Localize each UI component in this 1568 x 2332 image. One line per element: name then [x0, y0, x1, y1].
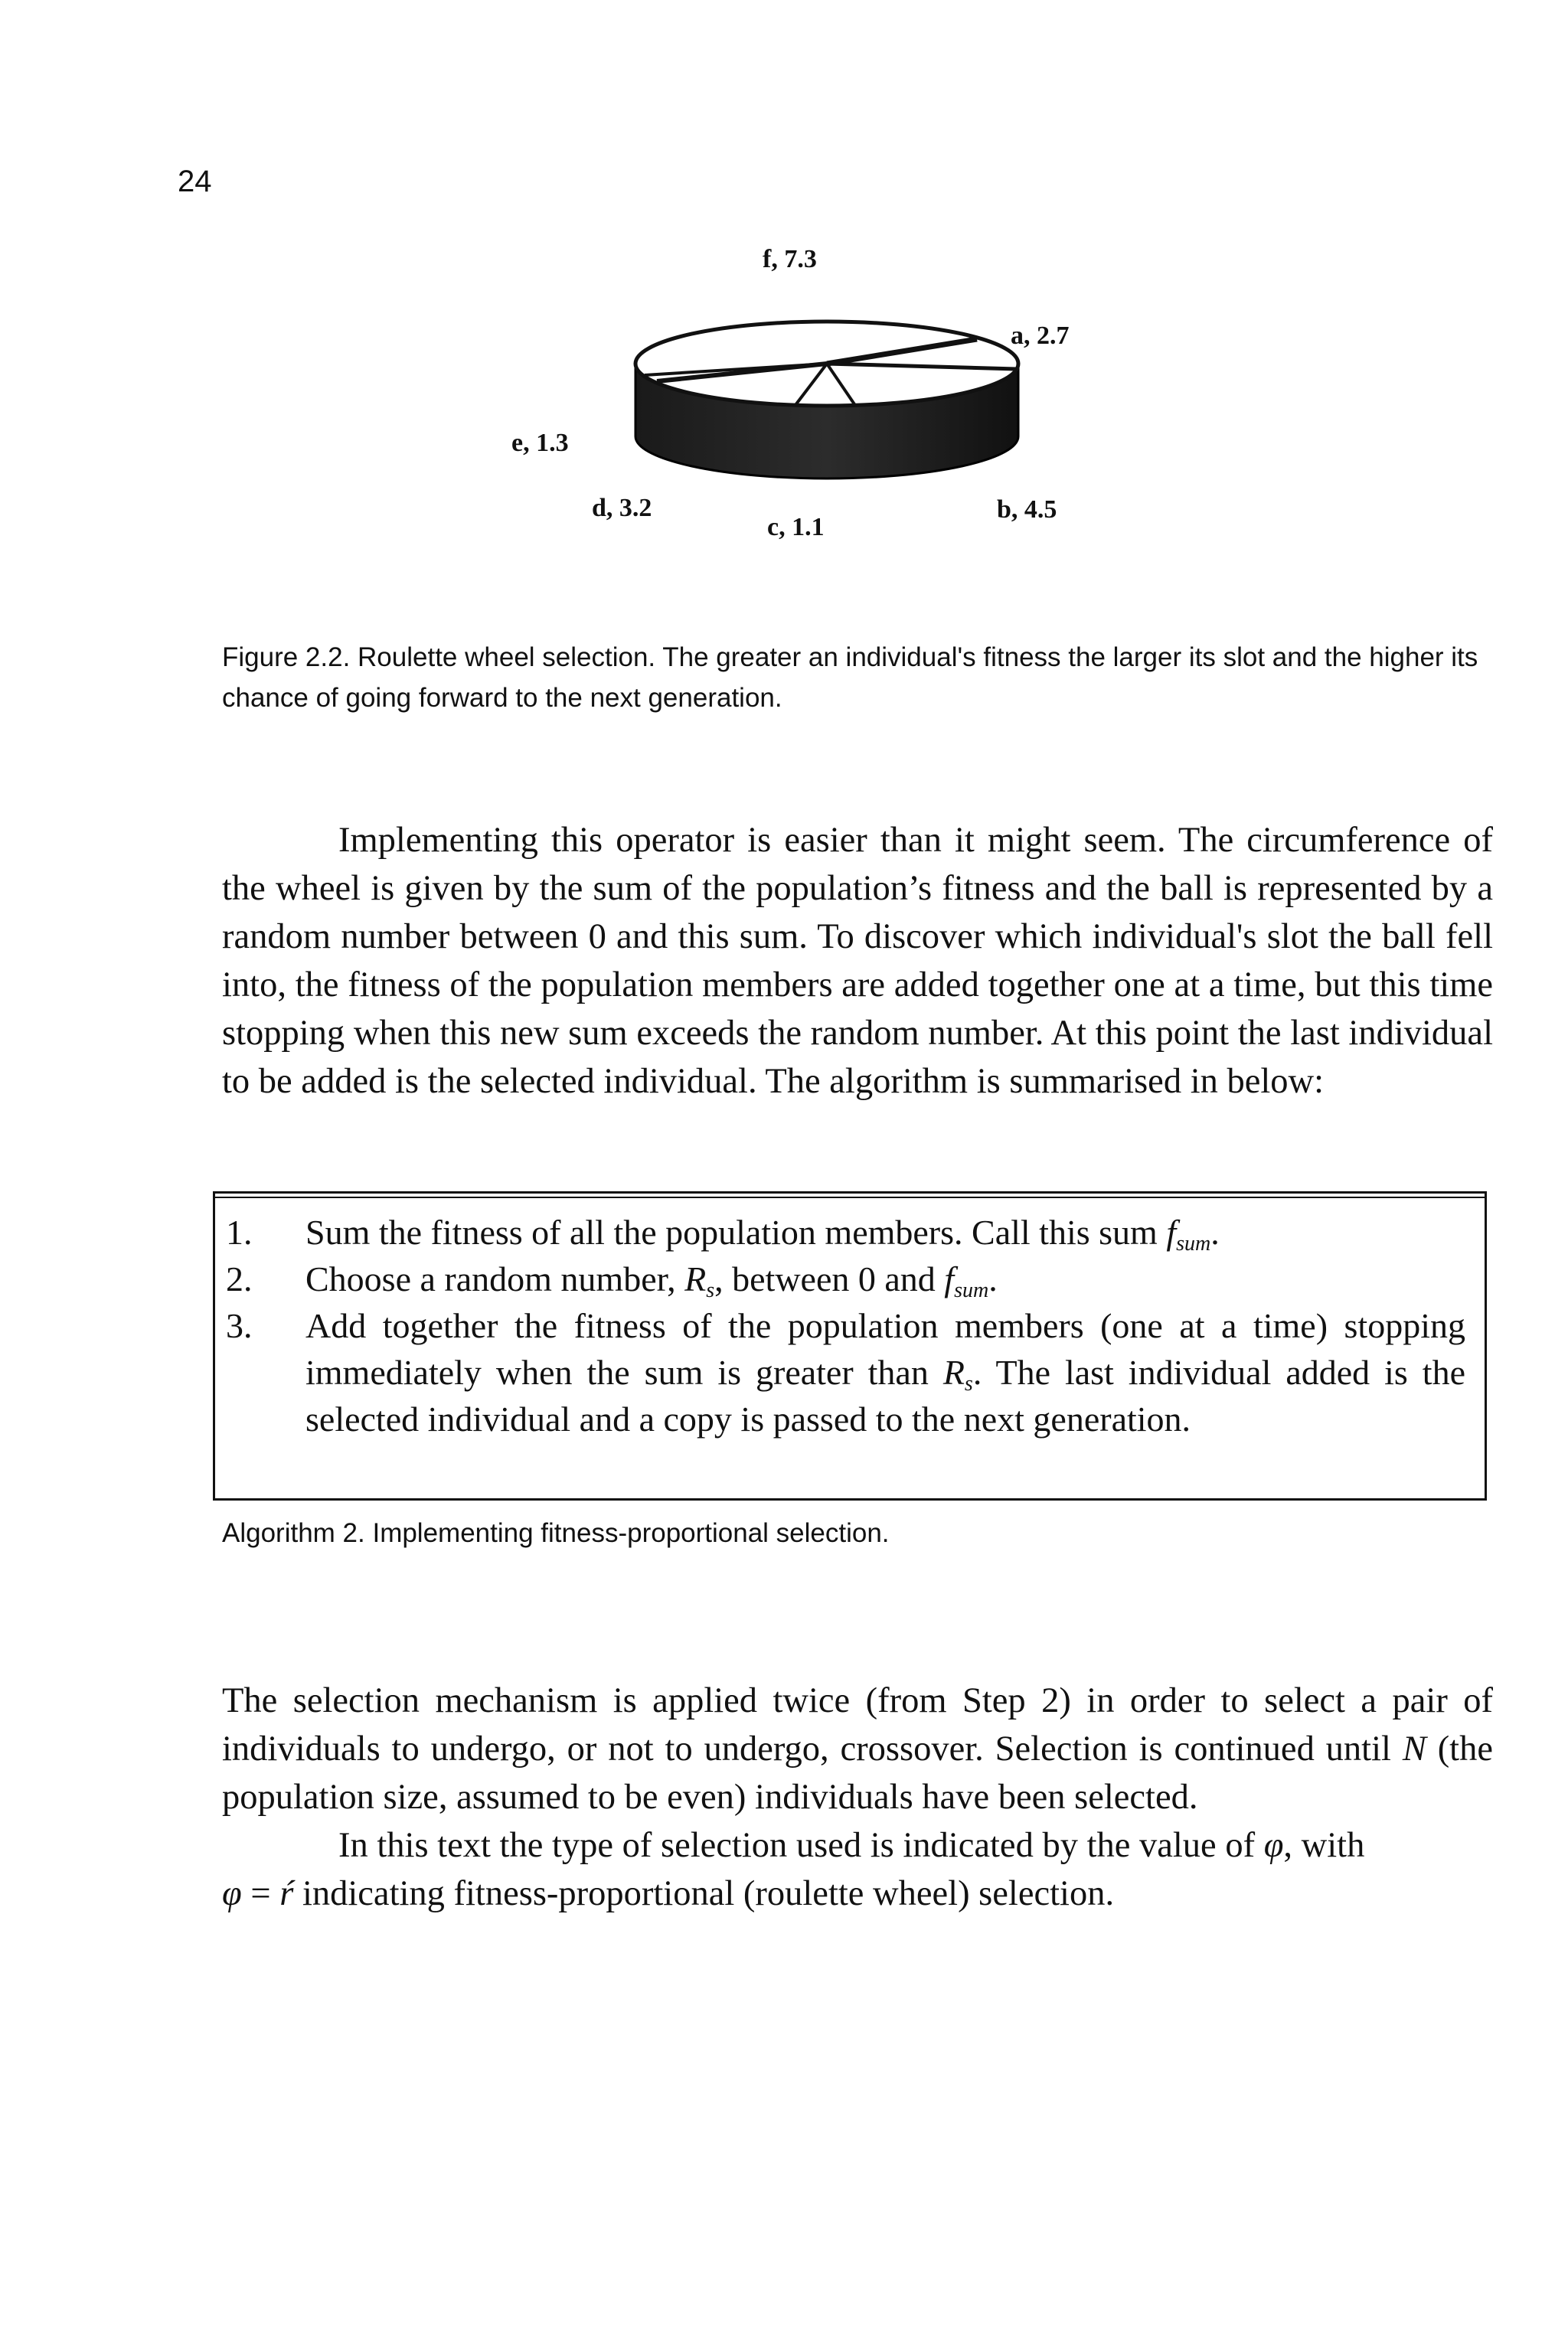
label-c: c, 1.1 [767, 513, 825, 541]
paragraph-text: In this text the type of selection used is indicated by the value of φ, with φ = ŕ indicating fitness-proportional (roulette wheel) selection. [222, 1826, 1365, 1913]
page-number: 24 [178, 165, 212, 198]
roulette-wheel-figure [444, 245, 1210, 597]
algorithm-box [213, 1191, 1487, 1501]
paragraph-text: The selection mechanism is applied twice (from Step 2) in order to select a pair of individuals to undergo, or not to undergo, crossover. Selection is continued until N (the population size, assumed to be even) individuals have been selected. [222, 1681, 1493, 1817]
label-a: a, 2.7 [1011, 322, 1070, 350]
label-f: f, 7.3 [763, 245, 817, 273]
step-number: 3. [226, 1306, 253, 1345]
label-d: d, 3.2 [592, 494, 652, 522]
step-text: Add together the fitness of the population members (one at a time) stopping immediately when the sum is greater than $R_s$. The last individual added is the selected individual and a copy is passed to the next generation. [305, 1306, 1465, 1439]
algorithm-box-top-rule [215, 1197, 1485, 1198]
step-number: 2. [226, 1259, 253, 1298]
label-e: e, 1.3 [511, 429, 569, 457]
algorithm-caption: Algorithm 2. Implementing fitness-proportional selection. [222, 1518, 890, 1548]
step-number: 1. [226, 1213, 253, 1252]
body-paragraph-1 [222, 816, 1493, 1106]
label-b: b, 4.5 [997, 495, 1057, 524]
figure-caption: Figure 2.2. Roulette wheel selection. The greater an individual's fitness the larger its slot and the higher its chance of going forward to the next generation. [222, 642, 1478, 713]
step-text: Sum the fitness of all the population members. Call this sum $f_{sum}$. [305, 1213, 1220, 1256]
body-paragraph-2 [222, 1677, 1493, 1918]
step-text: Choose a random number, $R_s$, between 0 and $f_{sum}$. [305, 1259, 998, 1302]
paragraph-text: Implementing this operator is easier than it might seem. The circumference of the wheel is given by the sum of the population’s fitness and the ball is represented by a random number between 0 and this sum. To discover which individual's slot the ball fell into, the fitness of the population members are added together one at a time, but this time stopping when this new sum exceeds the random number. At this point the last individual to be added is the selected individual. The algorithm is summarised in below: [222, 821, 1493, 1101]
roulette-wheel-illustration [444, 245, 1210, 597]
